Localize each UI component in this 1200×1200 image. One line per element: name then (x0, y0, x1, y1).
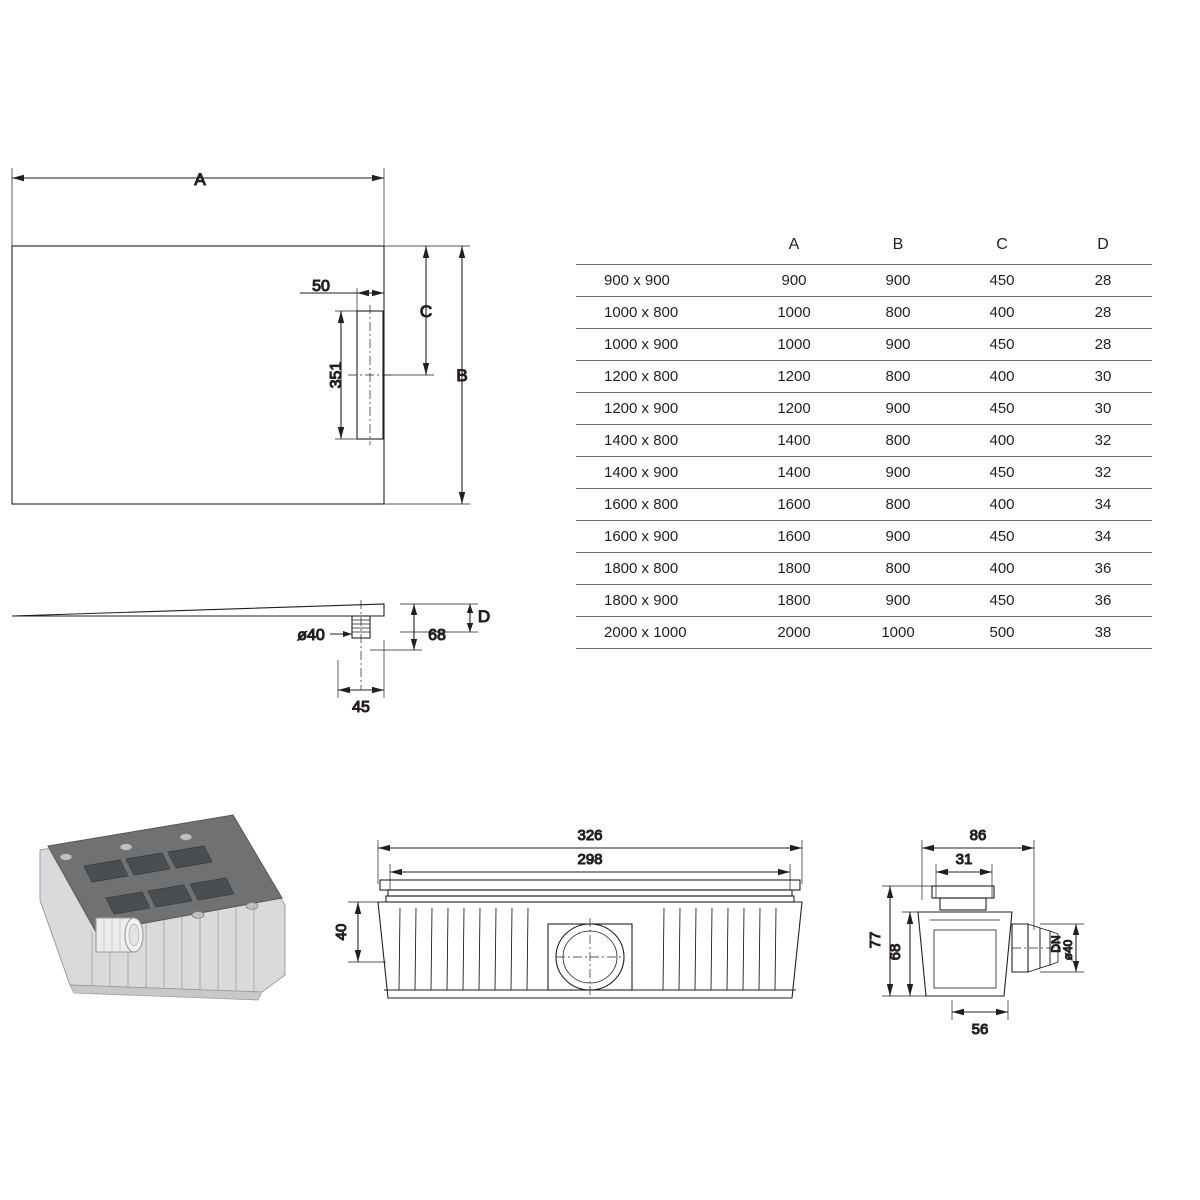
cell-d: 38 (1054, 617, 1152, 649)
cell-d: 34 (1054, 489, 1152, 521)
cell-b: 800 (846, 489, 950, 521)
cell-a: 1600 (742, 521, 846, 553)
table-row (576, 393, 1152, 425)
cell-a: 1800 (742, 585, 846, 617)
table-row (576, 265, 1152, 297)
plan-dim-50: 50 (312, 278, 330, 295)
cell-a: 1400 (742, 425, 846, 457)
cell-c: 450 (950, 521, 1054, 553)
trap-dim-298: 298 (577, 851, 603, 868)
cell-size: 2000 x 1000 (576, 617, 742, 649)
cell-b: 800 (846, 297, 950, 329)
cell-c: 450 (950, 265, 1054, 297)
cell-c: 400 (950, 361, 1054, 393)
trap-dim-31: 31 (955, 851, 973, 868)
cell-d: 32 (1054, 457, 1152, 489)
side-dim-45: 45 (352, 699, 370, 716)
table-header-a: A (742, 230, 846, 265)
plan-label-a: A (194, 170, 206, 189)
table-header-b: B (846, 230, 950, 265)
cell-d: 36 (1054, 585, 1152, 617)
cell-c: 400 (950, 489, 1054, 521)
cell-b: 800 (846, 553, 950, 585)
table-row (576, 361, 1152, 393)
cell-c: 450 (950, 393, 1054, 425)
trap-dim-56: 56 (971, 1021, 989, 1038)
cell-d: 30 (1054, 361, 1152, 393)
plan-view-group (12, 168, 470, 504)
cell-c: 450 (950, 329, 1054, 361)
cell-size: 1800 x 800 (576, 553, 742, 585)
cell-d: 32 (1054, 425, 1152, 457)
table-header-c: C (950, 230, 1054, 265)
cell-c: 500 (950, 617, 1054, 649)
trap-front-view (333, 827, 802, 998)
cell-d: 30 (1054, 393, 1152, 425)
cell-size: 1000 x 800 (576, 297, 742, 329)
trap-side-body (918, 912, 1012, 996)
side-view-group (12, 600, 490, 716)
side-label-d: D (477, 607, 491, 626)
table-row (576, 457, 1152, 489)
cell-c: 450 (950, 457, 1054, 489)
cell-a: 1000 (742, 297, 846, 329)
side-dim-68: 68 (428, 627, 446, 644)
cell-d: 28 (1054, 265, 1152, 297)
side-dim-d40: ø40 (297, 627, 325, 644)
cell-a: 1000 (742, 329, 846, 361)
table-header-d: D (1054, 230, 1152, 265)
cell-d: 34 (1054, 521, 1152, 553)
cell-c: 450 (950, 585, 1054, 617)
trap-3d-view (40, 815, 285, 1000)
cell-c: 400 (950, 553, 1054, 585)
trap-body-outline (378, 902, 802, 998)
trap-cover-plate (380, 880, 800, 890)
cell-b: 800 (846, 361, 950, 393)
cell-a: 1200 (742, 361, 846, 393)
table-row (576, 617, 1152, 649)
trap-side-flange (932, 886, 994, 898)
cell-size: 1600 x 800 (576, 489, 742, 521)
table-row (576, 329, 1152, 361)
trap-label-dn: DN (1049, 935, 1063, 953)
cell-d: 36 (1054, 553, 1152, 585)
cell-b: 800 (846, 425, 950, 457)
table-header-size (576, 230, 742, 265)
trap-label-d40: ø40 (1061, 939, 1075, 961)
trap-dim-40: 40 (333, 923, 350, 941)
trap-dim-77: 77 (867, 931, 884, 949)
table-row (576, 489, 1152, 521)
plan-label-c: C (419, 302, 433, 321)
cell-size: 1800 x 900 (576, 585, 742, 617)
trap-dim-326: 326 (577, 827, 603, 844)
cell-size: 900 x 900 (576, 265, 742, 297)
cell-b: 900 (846, 393, 950, 425)
plan-dim-351: 351 (328, 361, 345, 389)
cell-size: 1400 x 800 (576, 425, 742, 457)
plan-label-b: B (456, 366, 468, 385)
trap-dim-68: 68 (887, 943, 904, 961)
cell-a: 1400 (742, 457, 846, 489)
cell-b: 900 (846, 457, 950, 489)
cell-size: 1400 x 900 (576, 457, 742, 489)
trap-dim-86: 86 (969, 827, 987, 844)
cell-size: 1000 x 900 (576, 329, 742, 361)
cell-b: 900 (846, 521, 950, 553)
table-header-row (576, 230, 1152, 265)
cell-c: 400 (950, 297, 1054, 329)
cell-a: 2000 (742, 617, 846, 649)
cell-b: 1000 (846, 617, 950, 649)
cell-a: 1600 (742, 489, 846, 521)
table-row (576, 425, 1152, 457)
cell-d: 28 (1054, 297, 1152, 329)
cell-size: 1200 x 900 (576, 393, 742, 425)
cell-a: 900 (742, 265, 846, 297)
table-body (576, 265, 1152, 649)
cell-b: 900 (846, 585, 950, 617)
cell-size: 1200 x 800 (576, 361, 742, 393)
table-row (576, 521, 1152, 553)
cell-a: 1800 (742, 553, 846, 585)
table-row (576, 297, 1152, 329)
trap-side-elevation (867, 827, 1084, 1038)
cell-b: 900 (846, 265, 950, 297)
table-row (576, 553, 1152, 585)
cell-a: 1200 (742, 393, 846, 425)
cell-size: 1600 x 900 (576, 521, 742, 553)
cell-d: 28 (1054, 329, 1152, 361)
cell-b: 900 (846, 329, 950, 361)
tray-side-profile (12, 604, 384, 616)
table-row (576, 585, 1152, 617)
dimension-table (576, 230, 1152, 649)
cell-c: 400 (950, 425, 1054, 457)
